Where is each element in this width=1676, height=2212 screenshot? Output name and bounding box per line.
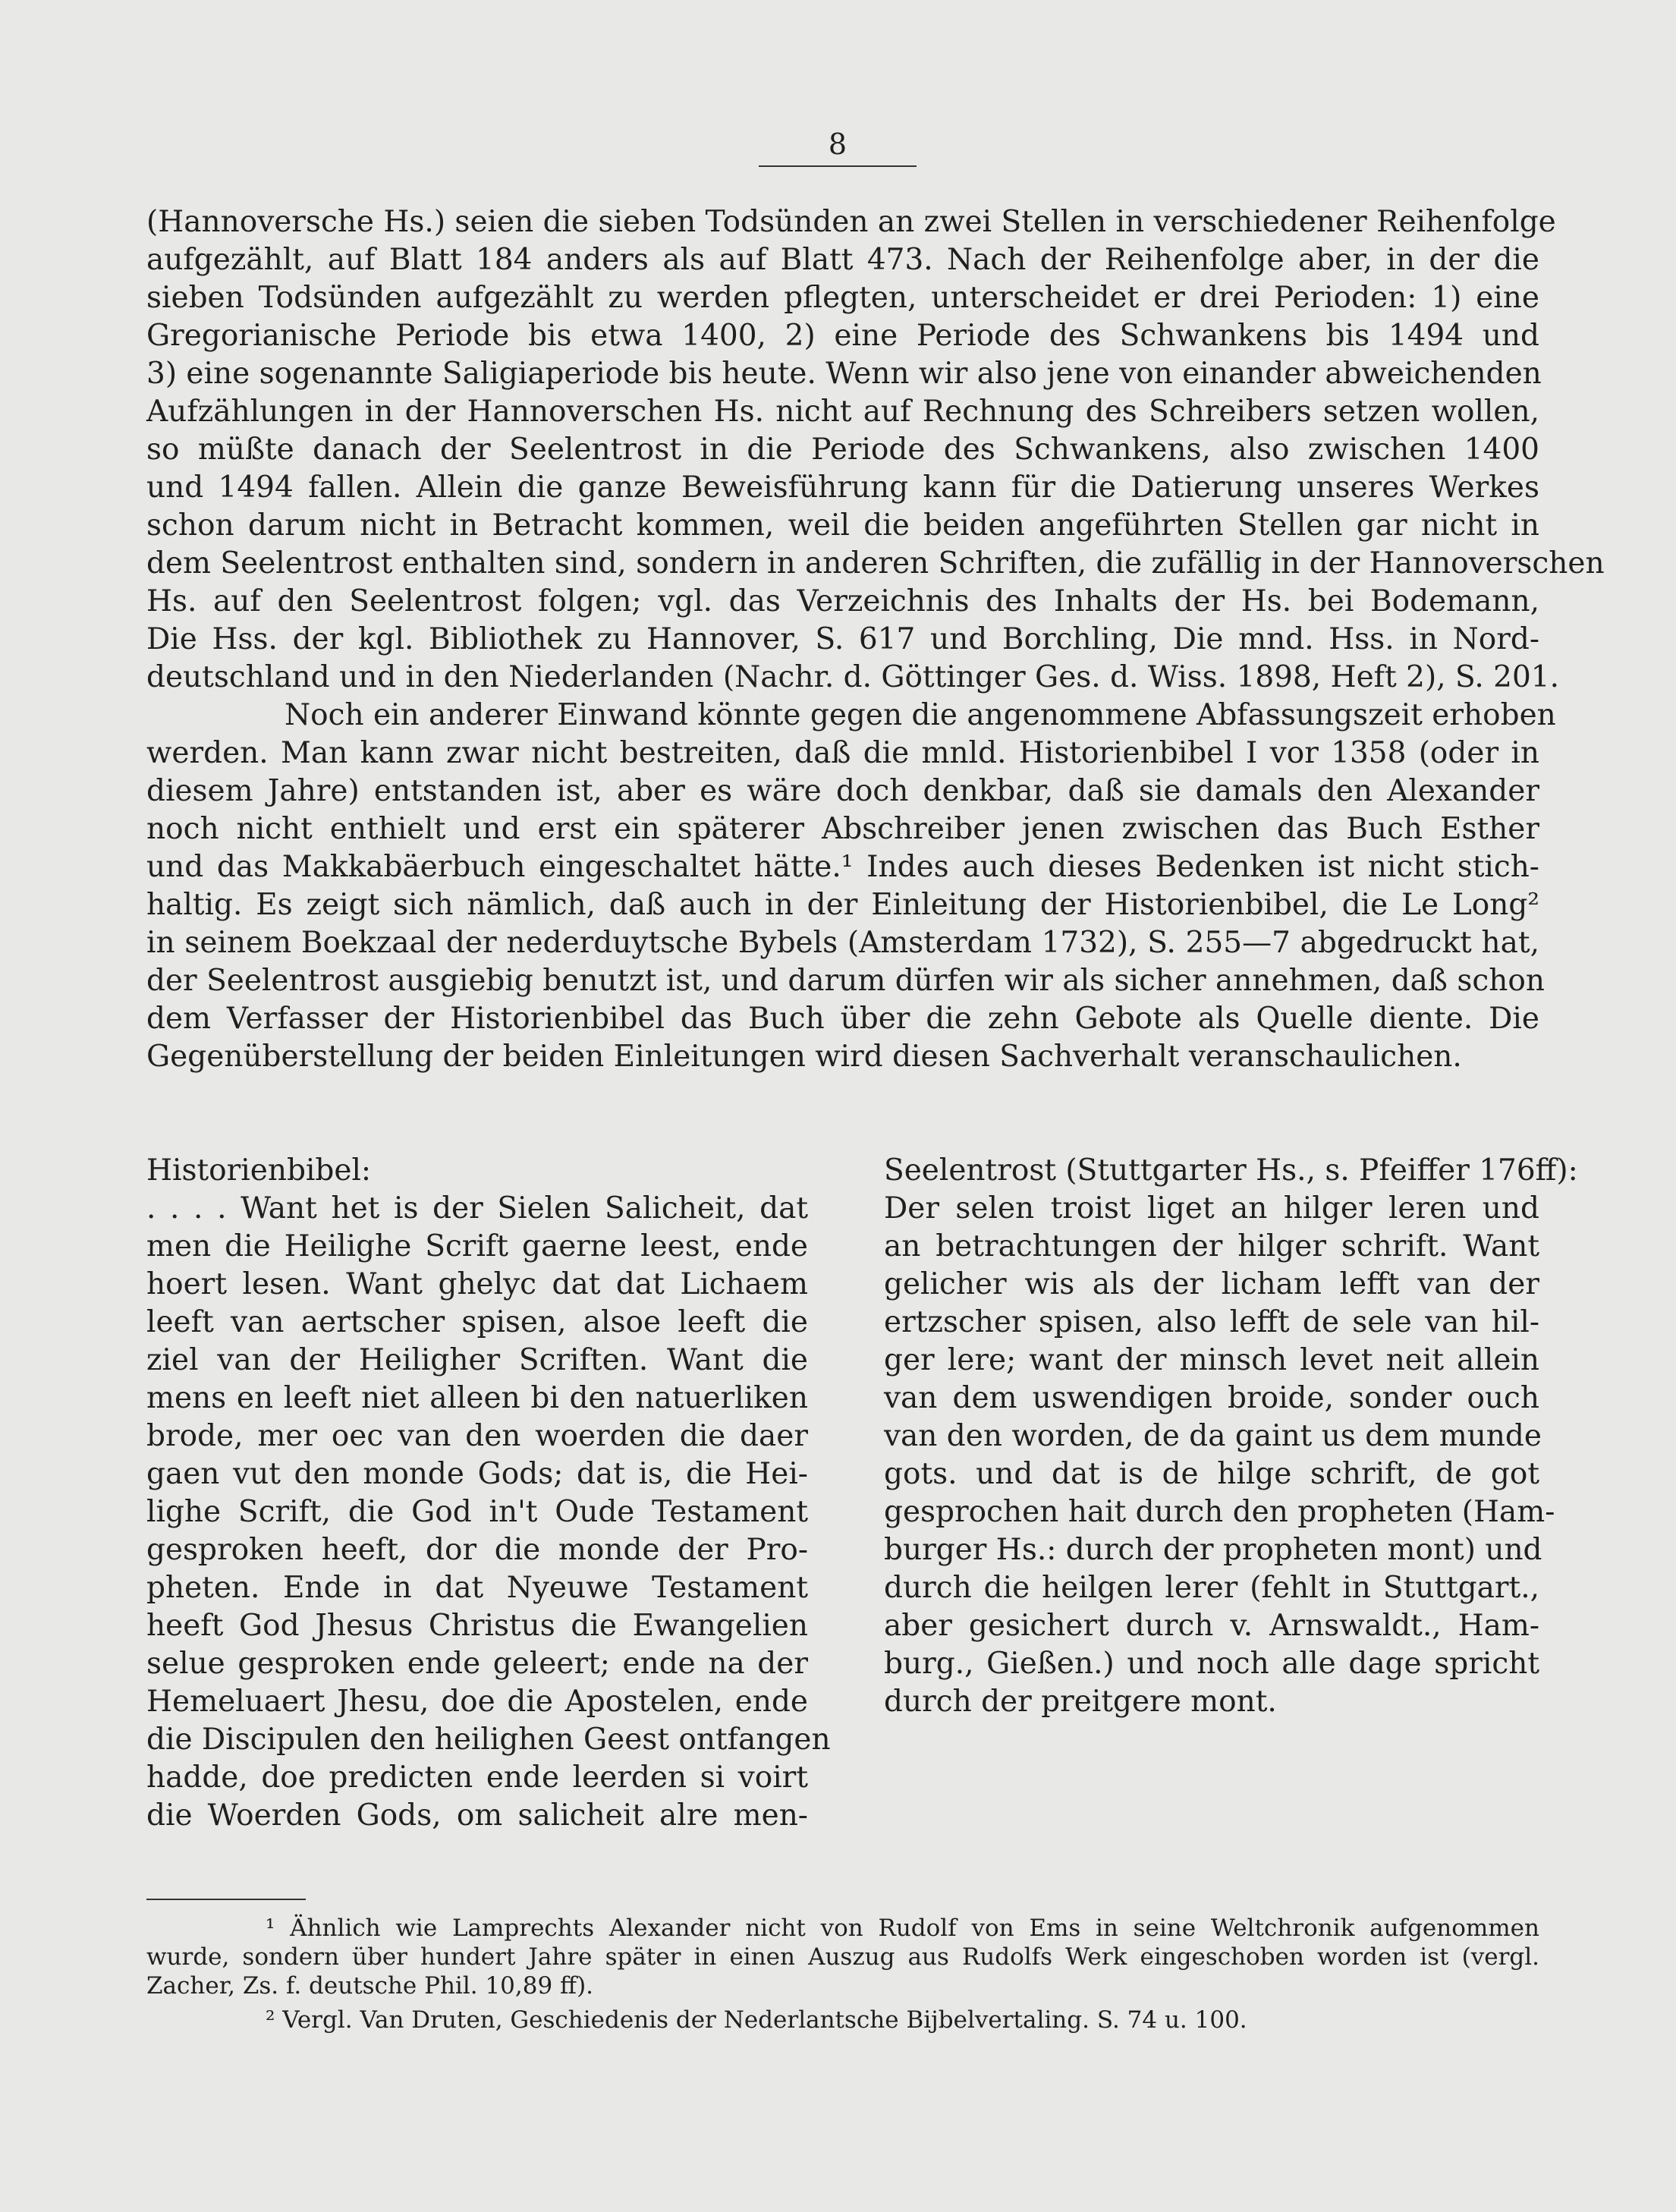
right_column-line: an betrachtungen der hilger schrift. Want <box>884 1229 1539 1263</box>
footnote-rule <box>146 1899 306 1900</box>
body-line: in seinem Boekzaal der nederduytsche Bybels (Amsterdam 1732), S. 255—7 abgedruckt hat, <box>146 926 1539 960</box>
right_column-line: van den worden, de da gaint us dem munde <box>884 1419 1542 1453</box>
left_column-line: lighe Scrift, die God in't Oude Testament <box>146 1495 808 1529</box>
right_column-line: ertzscher spisen, also lefft de sele van hil- <box>884 1305 1539 1339</box>
body-line: Die Hss. der kgl. Bibliothek zu Hannover, S. 617 und Borchling, Die mnd. Hss. in Nord- <box>146 622 1539 656</box>
left_column-line: Hemeluaert Jhesu, doe die Apostelen, ende <box>146 1685 808 1719</box>
body-line: sieben Todsünden aufgezählt zu werden pflegten, unterscheidet er drei Perioden: 1) eine <box>146 281 1539 315</box>
left_column-line: mens en leeft niet alleen bi den natuerliken <box>146 1381 808 1415</box>
left_column-line: ziel van der Heiligher Scriften. Want die <box>146 1343 808 1377</box>
right_column-line: gesprochen hait durch den propheten (Ham- <box>884 1495 1555 1529</box>
footnote-line: wurde, sondern über hundert Jahre später in einen Auszug aus Rudolfs Werk eingeschoben worden ist (vergl. <box>146 1943 1539 1971</box>
right_column-line: van dem uswendigen broide, sonder ouch <box>884 1381 1539 1415</box>
left_column-line: gaen vut den monde Gods; dat is, die Hei- <box>146 1457 808 1491</box>
left_column-line: men die Heilighe Scrift gaerne leest, ende <box>146 1229 808 1263</box>
right_column-line: ger lere; want der minsch levet neit allein <box>884 1343 1539 1377</box>
right_column-line: durch die heilgen lerer (fehlt in Stuttgart., <box>884 1571 1539 1605</box>
left_column-line: gesproken heeft, dor die monde der Pro- <box>146 1533 808 1567</box>
body-line: und das Makkabäerbuch eingeschaltet hätte.¹ Indes auch dieses Bedenken ist nicht stich- <box>146 850 1539 884</box>
body-line: diesem Jahre) entstanden ist, aber es wäre doch denkbar, daß sie damals den Alexander <box>146 774 1539 808</box>
body-line: Gregorianische Periode bis etwa 1400, 2) eine Periode des Schwankens bis 1494 und <box>146 319 1539 353</box>
body-line: aufgezählt, auf Blatt 184 anders als auf Blatt 473. Nach der Reihenfolge aber, in der die <box>146 243 1539 277</box>
body-line: schon darum nicht in Betracht kommen, weil die beiden angeführten Stellen gar nicht in <box>146 508 1539 543</box>
footnote-line: ¹ Ähnlich wie Lamprechts Alexander nicht von Rudolf von Ems in seine Weltchronik aufgenommen <box>266 1915 1539 1942</box>
right_column-line: burger Hs.: durch der propheten mont) und <box>884 1533 1542 1567</box>
body-line: so müßte danach der Seelentrost in die Periode des Schwankens, also zwischen 1400 <box>146 433 1539 467</box>
right_column-line: aber gesichert durch v. Arnswaldt., Ham- <box>884 1609 1539 1643</box>
left_column-line: . . . . Want het is der Sielen Salicheit, dat <box>146 1191 808 1226</box>
left_column-line: leeft van aertscher spisen, alsoe leeft die <box>146 1305 808 1339</box>
body-line: dem Seelentrost enthalten sind, sondern in anderen Schriften, die zufällig in der Hannoverschen <box>146 546 1605 581</box>
left_column-line: hoert lesen. Want ghelyc dat dat Lichaem <box>146 1267 808 1301</box>
body-line: werden. Man kann zwar nicht bestreiten, daß die mnld. Historienbibel I vor 1358 (oder in <box>146 736 1539 770</box>
body-line: Hs. auf den Seelentrost folgen; vgl. das Verzeichnis des Inhalts der Hs. bei Bodemann, <box>146 584 1539 618</box>
right_column-line: gots. und dat is de hilge schrift, de got <box>884 1457 1539 1491</box>
left_column-line: pheten. Ende in dat Nyeuwe Testament <box>146 1571 808 1605</box>
left_column-line: hadde, doe predicten ende leerden si voirt <box>146 1760 808 1795</box>
right_column-line: burg., Gießen.) und noch alle dage spricht <box>884 1647 1539 1681</box>
body-line: 3) eine sogenannte Saligiaperiode bis heute. Wenn wir also jene von einander abweichenden <box>146 357 1542 391</box>
page-number: 8 <box>828 127 847 161</box>
left_column-heading: Historienbibel: <box>146 1153 372 1188</box>
left_column-line: die Discipulen den heilighen Geest ontfangen <box>146 1723 831 1757</box>
right_column-heading: Seelentrost (Stuttgarter Hs., s. Pfeiffer 176ff): <box>884 1153 1578 1188</box>
left_column-line: heeft God Jhesus Christus die Ewangelien <box>146 1609 808 1643</box>
page-number-rule <box>759 165 917 167</box>
body-line: Noch ein anderer Einwand könnte gegen die angenommene Abfassungszeit erhoben <box>285 698 1556 732</box>
body-line: deutschland und in den Niederlanden (Nachr. d. Göttinger Ges. d. Wiss. 1898, Heft 2), S. 201. <box>146 660 1559 694</box>
footnote-line: Zacher, Zs. f. deutsche Phil. 10,89 ff). <box>146 1972 594 2000</box>
body-line: (Hannoversche Hs.) seien die sieben Todsünden an zwei Stellen in verschiedener Reihenfolge <box>146 205 1556 239</box>
right_column-line: Der selen troist liget an hilger leren und <box>884 1191 1539 1226</box>
right_column-line: gelicher wis als der licham lefft van der <box>884 1267 1539 1301</box>
body-line: haltig. Es zeigt sich nämlich, daß auch in der Einleitung der Historienbibel, die Le Long² <box>146 888 1539 922</box>
body-line: dem Verfasser der Historienbibel das Buch über die zehn Gebote als Quelle diente. Die <box>146 1002 1539 1036</box>
right_column-line: durch der preitgere mont. <box>884 1685 1277 1719</box>
body-line: der Seelentrost ausgiebig benutzt ist, und darum dürfen wir als sicher annehmen, daß schon <box>146 964 1545 998</box>
left_column-line: die Woerden Gods, om salicheit alre men- <box>146 1798 808 1833</box>
body-line: Aufzählungen in der Hannoverschen Hs. nicht auf Rechnung des Schreibers setzen wollen, <box>146 395 1539 429</box>
left_column-line: brode, mer oec van den woerden die daer <box>146 1419 808 1453</box>
body-line: Gegenüberstellung der beiden Einleitungen wird diesen Sachverhalt veranschaulichen. <box>146 1040 1462 1074</box>
body-line: und 1494 fallen. Allein die ganze Beweisführung kann für die Datierung unseres Werkes <box>146 470 1539 505</box>
left_column-line: selue gesproken ende geleert; ende na der <box>146 1647 808 1681</box>
footnote-line: ² Vergl. Van Druten, Geschiedenis der Nederlantsche Bijbelvertaling. S. 74 u. 100. <box>266 2006 1247 2034</box>
body-line: noch nicht enthielt und erst ein späterer Abschreiber jenen zwischen das Buch Esther <box>146 812 1539 846</box>
